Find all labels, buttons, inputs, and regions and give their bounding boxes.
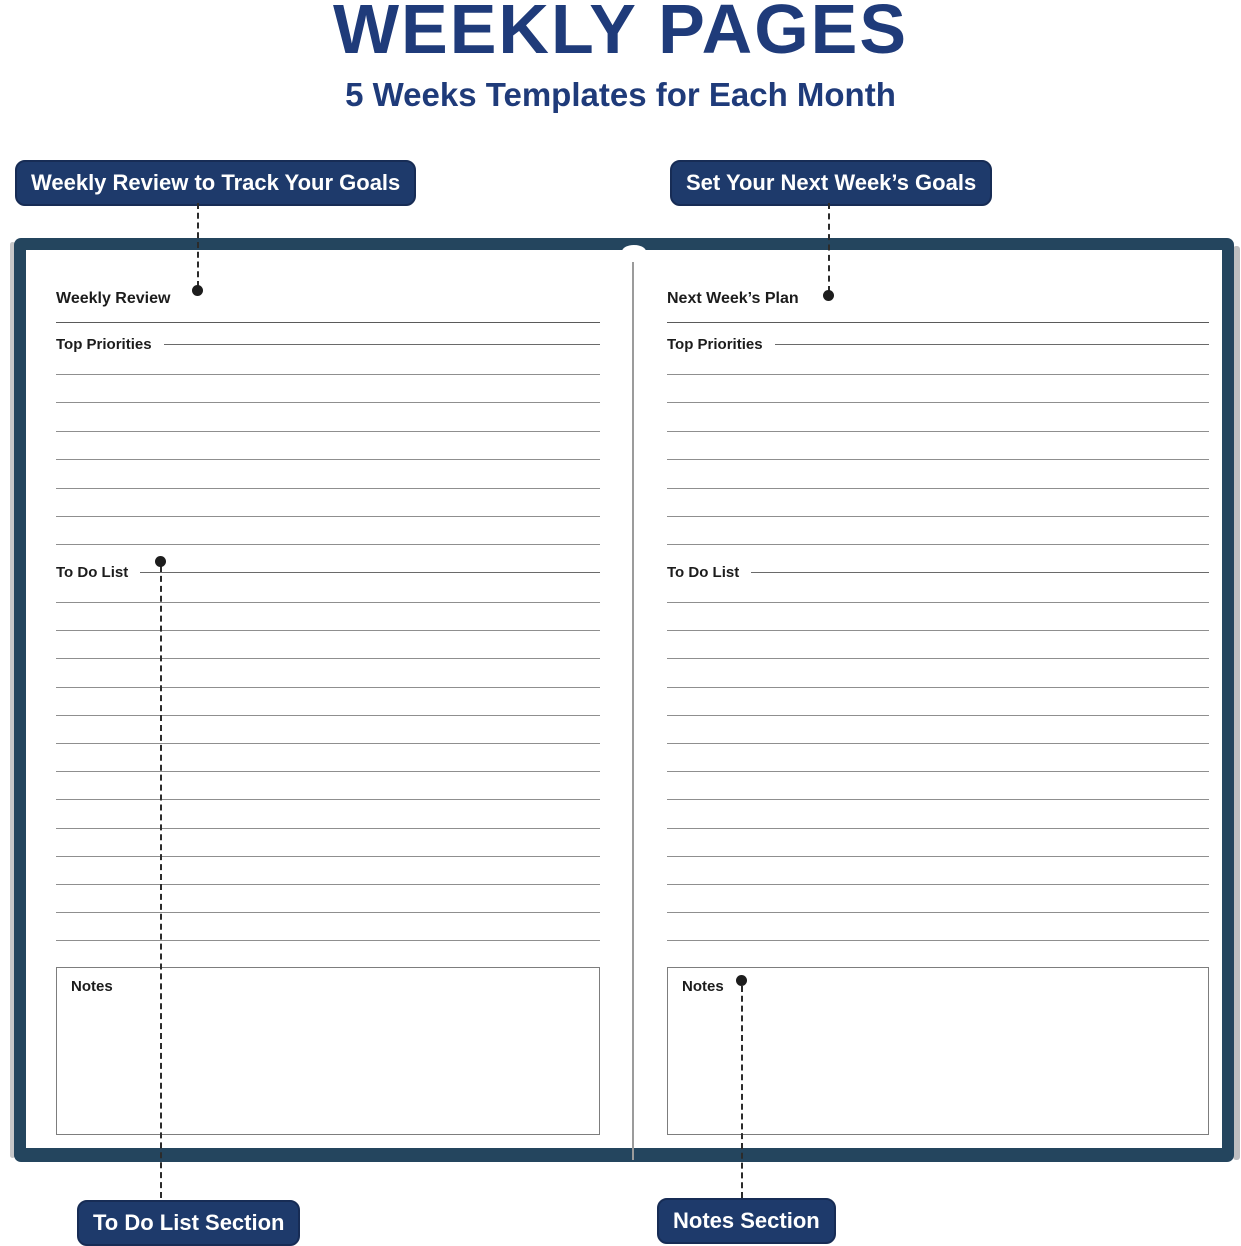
right-todo-ruled-lines (667, 602, 1209, 968)
left-todo-line (140, 572, 600, 573)
right-top-priorities-row (667, 334, 1209, 354)
right-top-priorities-label: Top Priorities (667, 335, 763, 353)
spine-top-notch (622, 245, 646, 258)
callout-notes-section: Notes Section (657, 1198, 836, 1244)
book-spine-line (632, 262, 634, 1160)
ruled-line (667, 402, 1209, 403)
ruled-line (56, 856, 600, 857)
page-stack-edge-right (1233, 246, 1240, 1160)
left-top-priorities-line (164, 344, 600, 345)
left-top-priorities-row (56, 334, 600, 354)
ruled-line (56, 743, 600, 744)
right-todo-row (667, 562, 1209, 582)
right-top-priorities-line (775, 344, 1209, 345)
connector-dot-todo (155, 556, 166, 567)
ruled-line (667, 544, 1209, 545)
callout-todo-section: To Do List Section (77, 1200, 300, 1246)
spine-bottom-notch (621, 1166, 647, 1180)
connector-dot-next-week (823, 290, 834, 301)
ruled-line (56, 488, 600, 489)
ruled-line (56, 516, 600, 517)
ruled-line (667, 687, 1209, 688)
ruled-line (56, 912, 600, 913)
left-page-header: Weekly Review (56, 290, 171, 307)
left-priorities-ruled-lines (56, 374, 600, 573)
right-todo-line (751, 572, 1209, 573)
ruled-line (56, 374, 600, 375)
right-notes-label: Notes (682, 978, 724, 995)
ruled-line (667, 459, 1209, 460)
ruled-line (667, 912, 1209, 913)
ruled-line (56, 799, 600, 800)
callout-next-week-goals: Set Your Next Week’s Goals (670, 160, 992, 206)
ruled-line (56, 940, 600, 941)
ruled-line (56, 602, 600, 603)
connector-dot-weekly-review (192, 285, 203, 296)
page-title: WEEKLY PAGES (332, 0, 909, 68)
ruled-line (667, 828, 1209, 829)
ruled-line (667, 856, 1209, 857)
connector-line-next-week (828, 203, 830, 292)
left-page (56, 262, 600, 1160)
ruled-line (56, 630, 600, 631)
left-notes-box (56, 967, 600, 1135)
ruled-line (667, 884, 1209, 885)
ruled-line (56, 658, 600, 659)
ruled-line (56, 544, 600, 545)
ruled-line (667, 431, 1209, 432)
ruled-line (56, 828, 600, 829)
callout-weekly-review: Weekly Review to Track Your Goals (15, 160, 416, 206)
ruled-line (56, 771, 600, 772)
left-todo-ruled-lines (56, 602, 600, 968)
left-todo-label: To Do List (56, 563, 129, 581)
right-page (667, 262, 1209, 1160)
left-todo-row (56, 562, 600, 582)
right-page-header: Next Week’s Plan (667, 290, 799, 307)
notebook-spread (14, 238, 1234, 1162)
ruled-line (667, 743, 1209, 744)
right-notes-box (667, 967, 1209, 1135)
connector-line-todo (160, 566, 162, 1198)
ruled-line (667, 374, 1209, 375)
ruled-line (667, 940, 1209, 941)
left-notes-label: Notes (71, 978, 113, 995)
ruled-line (667, 658, 1209, 659)
connector-dot-notes (736, 975, 747, 986)
open-pages (26, 250, 1222, 1148)
ruled-line (667, 715, 1209, 716)
ruled-line (56, 431, 600, 432)
page-subtitle: 5 Weeks Templates for Each Month (345, 76, 896, 113)
ruled-line (667, 630, 1209, 631)
connector-line-notes (741, 986, 743, 1198)
ruled-line (56, 715, 600, 716)
right-header-underline (667, 322, 1209, 323)
ruled-line (667, 488, 1209, 489)
ruled-line (56, 687, 600, 688)
right-priorities-ruled-lines (667, 374, 1209, 573)
right-todo-label: To Do List (667, 563, 740, 581)
ruled-line (667, 799, 1209, 800)
ruled-line (667, 771, 1209, 772)
ruled-line (667, 602, 1209, 603)
ruled-line (56, 884, 600, 885)
left-header-underline (56, 322, 600, 323)
ruled-line (56, 402, 600, 403)
ruled-line (56, 459, 600, 460)
left-top-priorities-label: Top Priorities (56, 335, 152, 353)
ruled-line (667, 516, 1209, 517)
connector-line-weekly-review (197, 203, 199, 287)
